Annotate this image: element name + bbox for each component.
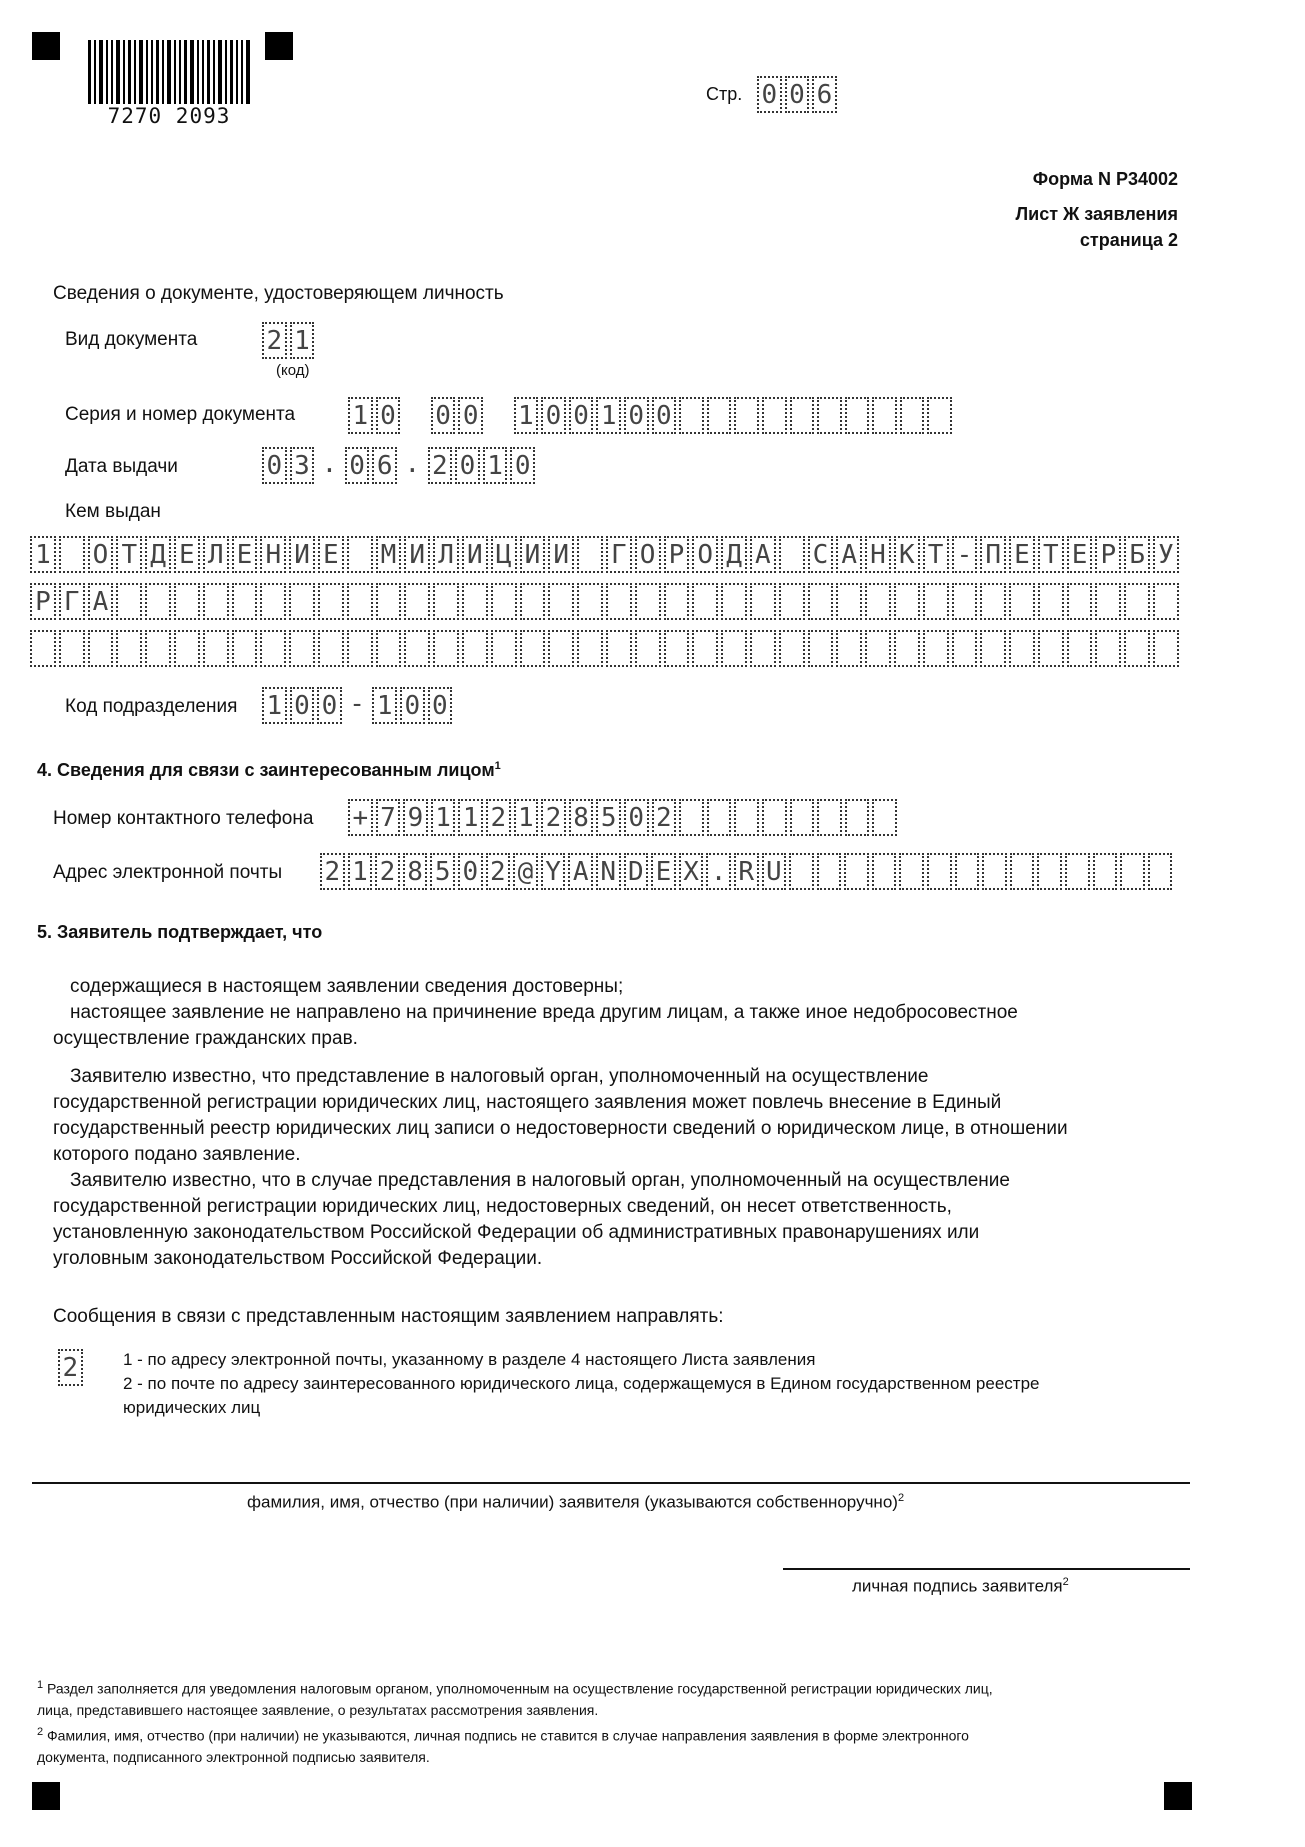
input-cell: Т bbox=[116, 536, 142, 573]
input-cell bbox=[289, 583, 315, 620]
phone-cells bbox=[348, 799, 900, 836]
input-cell: 8 bbox=[403, 853, 428, 890]
input-cell: D bbox=[624, 853, 649, 890]
messages-option-2a: 2 - по почте по адресу заинтересованного юридического лица, содержащемуся в Едином государственном реестре bbox=[123, 1374, 1040, 1393]
input-cell bbox=[836, 583, 862, 620]
input-cell bbox=[1124, 630, 1150, 667]
input-cell bbox=[779, 583, 805, 620]
sign-caption bbox=[852, 1576, 1069, 1597]
input-cell: П bbox=[980, 536, 1006, 573]
input-cell bbox=[1153, 630, 1179, 667]
section-5-heading: 5. Заявитель подтверждает, что bbox=[37, 922, 323, 942]
issue-date-cells bbox=[262, 447, 538, 484]
input-cell: N bbox=[596, 853, 621, 890]
input-cell: Ц bbox=[491, 536, 517, 573]
division-code-cells bbox=[262, 687, 455, 724]
input-cell: 0 bbox=[510, 447, 535, 484]
input-cell bbox=[462, 630, 488, 667]
input-cell bbox=[376, 630, 402, 667]
input-cell: А bbox=[836, 536, 862, 573]
corner-marker-top-left bbox=[32, 32, 60, 60]
input-cell bbox=[872, 799, 897, 836]
input-cell bbox=[817, 799, 842, 836]
input-cell bbox=[1067, 630, 1093, 667]
input-cell bbox=[923, 583, 949, 620]
input-cell bbox=[679, 397, 704, 434]
input-cell: У bbox=[1153, 536, 1179, 573]
input-cell: И bbox=[548, 536, 574, 573]
barcode-bars bbox=[88, 40, 250, 110]
doc-type-cells bbox=[262, 322, 317, 359]
input-cell bbox=[789, 853, 814, 890]
doc-type-cell: 2 bbox=[262, 322, 287, 359]
input-cell: 2 bbox=[486, 799, 511, 836]
input-cell: A bbox=[568, 853, 593, 890]
input-cell: Л bbox=[203, 536, 229, 573]
input-cell bbox=[721, 630, 747, 667]
input-cell bbox=[116, 630, 142, 667]
statement-4c: установленную законодательством Российской Федерации об административных правонарушениях или bbox=[53, 1222, 980, 1243]
input-cell: 0 bbox=[541, 397, 566, 434]
input-cell bbox=[1065, 853, 1090, 890]
input-cell: М bbox=[376, 536, 402, 573]
input-cell bbox=[817, 853, 842, 890]
input-cell: 8 bbox=[569, 799, 594, 836]
input-cell bbox=[403, 397, 428, 434]
identity-heading: Сведения о документе, удостоверяющем личность bbox=[53, 283, 504, 304]
input-cell: 1 bbox=[514, 397, 539, 434]
input-cell bbox=[808, 630, 834, 667]
input-cell bbox=[721, 583, 747, 620]
input-cell: 0 bbox=[400, 687, 425, 724]
input-cell bbox=[707, 397, 732, 434]
input-cell: Н bbox=[260, 536, 286, 573]
input-cell bbox=[836, 630, 862, 667]
input-cell bbox=[347, 536, 373, 573]
input-cell bbox=[548, 630, 574, 667]
input-cell bbox=[865, 630, 891, 667]
input-cell bbox=[1037, 853, 1062, 890]
input-cell: Д bbox=[145, 536, 171, 573]
input-cell: С bbox=[808, 536, 834, 573]
input-cell: + bbox=[348, 799, 373, 836]
input-cell: Б bbox=[1124, 536, 1150, 573]
input-cell bbox=[955, 853, 980, 890]
input-cell bbox=[1038, 583, 1064, 620]
input-cell: 2 bbox=[320, 853, 345, 890]
input-cell: 0 bbox=[262, 447, 287, 484]
input-cell: О bbox=[88, 536, 114, 573]
input-cell bbox=[980, 630, 1006, 667]
input-cell: Н bbox=[865, 536, 891, 573]
input-cell: Е bbox=[174, 536, 200, 573]
input-cell bbox=[232, 630, 258, 667]
input-cell bbox=[750, 583, 776, 620]
messages-option-2b: юридических лиц bbox=[123, 1398, 261, 1417]
input-cell bbox=[1010, 853, 1035, 890]
input-cell bbox=[404, 630, 430, 667]
footnote-1-line-b: лица, представившего настоящее заявление, о результатах рассмотрения заявления. bbox=[37, 1701, 599, 1718]
barcode bbox=[88, 40, 250, 110]
input-cell: 1 bbox=[372, 687, 397, 724]
footnote-2 bbox=[37, 1722, 1237, 1768]
input-cell bbox=[1153, 583, 1179, 620]
input-cell bbox=[692, 630, 718, 667]
input-cell: 2 bbox=[486, 853, 511, 890]
input-cell: 0 bbox=[376, 397, 401, 434]
page-label: Стр. bbox=[706, 84, 743, 104]
input-cell: 5 bbox=[430, 853, 455, 890]
input-cell bbox=[923, 630, 949, 667]
input-cell bbox=[952, 583, 978, 620]
footnote-1 bbox=[37, 1675, 1237, 1721]
input-cell: 6 bbox=[372, 447, 397, 484]
input-cell: 2 bbox=[428, 447, 453, 484]
page-number-cells bbox=[757, 76, 840, 113]
page-number-cell: 0 bbox=[785, 76, 810, 113]
input-cell: А bbox=[88, 583, 114, 620]
section-4-footnote-ref: 1 bbox=[494, 760, 501, 772]
input-cell: @ bbox=[513, 853, 538, 890]
issue-date-label: Дата выдачи bbox=[65, 456, 178, 477]
name-signature-line bbox=[32, 1482, 1190, 1484]
corner-marker-bottom-right bbox=[1164, 1782, 1192, 1810]
input-cell bbox=[30, 630, 56, 667]
statement-3a: Заявителю известно, что представление в налоговый орган, уполномоченный на осуществление bbox=[70, 1066, 929, 1087]
input-cell bbox=[1067, 583, 1093, 620]
statement-1: содержащиеся в настоящем заявлении сведения достоверны; bbox=[70, 976, 624, 997]
input-cell bbox=[577, 583, 603, 620]
sheet-page: страница 2 bbox=[1079, 230, 1178, 250]
input-cell bbox=[404, 583, 430, 620]
input-cell bbox=[606, 583, 632, 620]
input-cell bbox=[790, 799, 815, 836]
input-cell bbox=[790, 397, 815, 434]
input-cell: К bbox=[894, 536, 920, 573]
barcode-number: 7270 2093 bbox=[88, 104, 250, 130]
input-cell: Е bbox=[1067, 536, 1093, 573]
input-cell bbox=[1009, 583, 1035, 620]
footnote-2-line-b: документа, подписанного электронной подписью заявителя. bbox=[37, 1748, 430, 1765]
input-cell bbox=[1124, 583, 1150, 620]
input-cell bbox=[203, 630, 229, 667]
input-cell: 0 bbox=[458, 853, 483, 890]
input-cell: 1 bbox=[458, 799, 483, 836]
input-cell bbox=[779, 536, 805, 573]
messages-option-1: 1 - по адресу электронной почты, указанному в разделе 4 настоящего Листа заявления bbox=[123, 1350, 816, 1369]
input-cell bbox=[486, 397, 511, 434]
input-cell bbox=[88, 630, 114, 667]
input-cell bbox=[750, 630, 776, 667]
input-cell bbox=[894, 630, 920, 667]
input-cell: Т bbox=[1038, 536, 1064, 573]
input-cell bbox=[692, 583, 718, 620]
input-cell: . bbox=[706, 853, 731, 890]
input-cell: 0 bbox=[455, 447, 480, 484]
input-cell bbox=[900, 397, 925, 434]
input-cell bbox=[734, 799, 759, 836]
input-cell: Л bbox=[433, 536, 459, 573]
input-cell: 1 bbox=[30, 536, 56, 573]
issued-by-line-1-cells bbox=[30, 536, 1182, 573]
messages-heading: Сообщения в связи с представленным настоящим заявлением направлять: bbox=[53, 1306, 724, 1327]
email-cells bbox=[320, 853, 1175, 890]
issued-by-label: Кем выдан bbox=[65, 501, 161, 522]
input-cell: 5 bbox=[596, 799, 621, 836]
input-cell: - bbox=[952, 536, 978, 573]
series-number-label: Серия и номер документа bbox=[65, 404, 296, 425]
input-cell bbox=[347, 630, 373, 667]
input-cell bbox=[577, 536, 603, 573]
input-cell: 0 bbox=[624, 397, 649, 434]
input-cell: 1 bbox=[348, 853, 373, 890]
messages-value-cell: 2 bbox=[58, 1349, 83, 1386]
input-cell: А bbox=[750, 536, 776, 573]
input-cell bbox=[980, 583, 1006, 620]
statement-2b: осуществление гражданских прав. bbox=[53, 1028, 358, 1049]
input-cell bbox=[1095, 583, 1121, 620]
input-cell bbox=[845, 799, 870, 836]
input-cell bbox=[927, 397, 952, 434]
input-cell: 0 bbox=[458, 397, 483, 434]
sign-caption-footnote-ref: 2 bbox=[1062, 1576, 1069, 1588]
input-cell bbox=[894, 583, 920, 620]
input-cell bbox=[635, 630, 661, 667]
statement-4b: государственной регистрации юридических лиц, недостоверных сведений, он несет ответственность, bbox=[53, 1196, 952, 1217]
input-cell bbox=[59, 630, 85, 667]
input-cell bbox=[779, 630, 805, 667]
input-cell bbox=[318, 630, 344, 667]
input-cell bbox=[433, 630, 459, 667]
statement-3d: которого подано заявление. bbox=[53, 1144, 301, 1165]
form-number: Форма N Р34002 bbox=[1032, 169, 1178, 189]
footnote-2-number: 2 bbox=[37, 1726, 44, 1738]
personal-signature-line bbox=[783, 1568, 1190, 1570]
input-cell: . bbox=[321, 449, 338, 479]
page-number-cell: 0 bbox=[757, 76, 782, 113]
input-cell: Е bbox=[318, 536, 344, 573]
input-cell: 9 bbox=[403, 799, 428, 836]
input-cell bbox=[952, 630, 978, 667]
input-cell: И bbox=[404, 536, 430, 573]
input-cell: 0 bbox=[345, 447, 370, 484]
input-cell bbox=[707, 799, 732, 836]
input-cell bbox=[260, 630, 286, 667]
input-cell: 1 bbox=[596, 397, 621, 434]
input-cell: 7 bbox=[376, 799, 401, 836]
input-cell bbox=[664, 583, 690, 620]
input-cell bbox=[808, 583, 834, 620]
input-cell: 0 bbox=[317, 687, 342, 724]
statement-3c: государственный реестр юридических лиц записи о недостоверности сведений о юридическом лице, в отношении bbox=[53, 1118, 1068, 1139]
name-caption-text: фамилия, имя, отчество (при наличии) заявителя (указываются собственноручно) bbox=[247, 1492, 898, 1512]
division-code-label: Код подразделения bbox=[65, 696, 238, 717]
input-cell: 2 bbox=[541, 799, 566, 836]
input-cell: 0 bbox=[624, 799, 649, 836]
input-cell bbox=[734, 397, 759, 434]
input-cell bbox=[865, 583, 891, 620]
issued-by-line-2-cells bbox=[30, 583, 1182, 620]
input-cell bbox=[664, 630, 690, 667]
input-cell: 0 bbox=[428, 687, 453, 724]
input-cell: - bbox=[349, 689, 365, 719]
input-cell: Т bbox=[923, 536, 949, 573]
email-label: Адрес электронной почты bbox=[53, 862, 283, 883]
input-cell bbox=[845, 397, 870, 434]
input-cell: О bbox=[635, 536, 661, 573]
input-cell bbox=[145, 630, 171, 667]
input-cell: Y bbox=[541, 853, 566, 890]
input-cell: 0 bbox=[569, 397, 594, 434]
series-number-cells bbox=[348, 397, 955, 434]
input-cell: Г bbox=[59, 583, 85, 620]
statement-3b: государственной регистрации юридических лиц, настоящего заявления может повлечь внесение в Единый bbox=[53, 1092, 1002, 1113]
section-4-heading bbox=[37, 760, 501, 781]
input-cell bbox=[844, 853, 869, 890]
input-cell: R bbox=[734, 853, 759, 890]
input-cell bbox=[1038, 630, 1064, 667]
page-number-cell: 6 bbox=[812, 76, 837, 113]
input-cell: Е bbox=[1009, 536, 1035, 573]
input-cell bbox=[1095, 630, 1121, 667]
input-cell: Р bbox=[664, 536, 690, 573]
input-cell bbox=[872, 853, 897, 890]
input-cell bbox=[762, 397, 787, 434]
issued-by-line-3-cells bbox=[30, 630, 1182, 667]
phone-label: Номер контактного телефона bbox=[53, 808, 314, 829]
sheet-title: Лист Ж заявления bbox=[1015, 204, 1178, 224]
input-cell: 3 bbox=[290, 447, 315, 484]
input-cell bbox=[145, 583, 171, 620]
input-cell: О bbox=[692, 536, 718, 573]
footnote-1-line-a: Раздел заполняется для уведомления налоговым органом, уполномоченным на осуществление государственной регистрации юридических лиц, bbox=[47, 1680, 993, 1697]
input-cell: . bbox=[404, 449, 421, 479]
statement-2a: настоящее заявление не направлено на причинение вреда другим лицам, а также иное недобросовестное bbox=[70, 1002, 1018, 1023]
input-cell: И bbox=[520, 536, 546, 573]
input-cell bbox=[462, 583, 488, 620]
input-cell bbox=[376, 583, 402, 620]
input-cell: Р bbox=[1095, 536, 1121, 573]
input-cell: U bbox=[762, 853, 787, 890]
input-cell: 1 bbox=[262, 687, 287, 724]
input-cell bbox=[1120, 853, 1145, 890]
name-caption bbox=[247, 1492, 904, 1513]
input-cell bbox=[318, 583, 344, 620]
input-cell bbox=[872, 397, 897, 434]
corner-marker-bottom-left bbox=[32, 1782, 60, 1810]
messages-cell bbox=[58, 1349, 86, 1386]
input-cell: X bbox=[679, 853, 704, 890]
input-cell bbox=[433, 583, 459, 620]
input-cell: 2 bbox=[652, 799, 677, 836]
input-cell bbox=[679, 799, 704, 836]
input-cell bbox=[260, 583, 286, 620]
input-cell bbox=[174, 583, 200, 620]
input-cell bbox=[982, 853, 1007, 890]
doc-type-sublabel: (код) bbox=[276, 362, 310, 379]
input-cell bbox=[59, 536, 85, 573]
input-cell bbox=[899, 853, 924, 890]
input-cell bbox=[577, 630, 603, 667]
input-cell bbox=[548, 583, 574, 620]
input-cell: 0 bbox=[290, 687, 315, 724]
input-cell bbox=[635, 583, 661, 620]
input-cell bbox=[1093, 853, 1118, 890]
input-cell: 1 bbox=[348, 397, 373, 434]
name-caption-footnote-ref: 2 bbox=[897, 1492, 905, 1504]
input-cell: 0 bbox=[431, 397, 456, 434]
input-cell: И bbox=[462, 536, 488, 573]
input-cell: И bbox=[289, 536, 315, 573]
input-cell: Р bbox=[30, 583, 56, 620]
input-cell: Е bbox=[232, 536, 258, 573]
input-cell bbox=[174, 630, 200, 667]
section-4-heading-text: 4. Сведения для связи с заинтересованным лицом bbox=[37, 760, 495, 780]
input-cell: 1 bbox=[483, 447, 508, 484]
input-cell bbox=[289, 630, 315, 667]
input-cell bbox=[762, 799, 787, 836]
statement-4a: Заявителю известно, что в случае представления в налоговый орган, уполномоченный на осуществление bbox=[70, 1170, 1010, 1191]
input-cell bbox=[1009, 630, 1035, 667]
doc-type-cell: 1 bbox=[290, 322, 315, 359]
input-cell bbox=[491, 583, 517, 620]
input-cell: Д bbox=[721, 536, 747, 573]
input-cell bbox=[116, 583, 142, 620]
input-cell bbox=[232, 583, 258, 620]
input-cell: 1 bbox=[431, 799, 456, 836]
input-cell: E bbox=[651, 853, 676, 890]
input-cell bbox=[606, 630, 632, 667]
input-cell: 0 bbox=[652, 397, 677, 434]
footnote-2-line-a: Фамилия, имя, отчество (при наличии) не указываются, личная подпись не ставится в случае направления заявления в форме электронного bbox=[47, 1727, 969, 1744]
input-cell bbox=[347, 583, 373, 620]
footnote-1-number: 1 bbox=[37, 1679, 44, 1691]
input-cell bbox=[520, 630, 546, 667]
input-cell: 1 bbox=[514, 799, 539, 836]
input-cell bbox=[927, 853, 952, 890]
input-cell bbox=[817, 397, 842, 434]
input-cell: Г bbox=[606, 536, 632, 573]
section-5-text bbox=[53, 974, 1213, 1272]
input-cell: 2 bbox=[375, 853, 400, 890]
input-cell bbox=[203, 583, 229, 620]
input-cell bbox=[1148, 853, 1173, 890]
statement-4d: уголовным законодательством Российской Федерации. bbox=[53, 1248, 543, 1269]
input-cell bbox=[491, 630, 517, 667]
sign-caption-text: личная подпись заявителя bbox=[852, 1576, 1063, 1596]
corner-marker-top-right bbox=[265, 32, 293, 60]
input-cell bbox=[520, 583, 546, 620]
doc-type-label: Вид документа bbox=[65, 329, 198, 350]
